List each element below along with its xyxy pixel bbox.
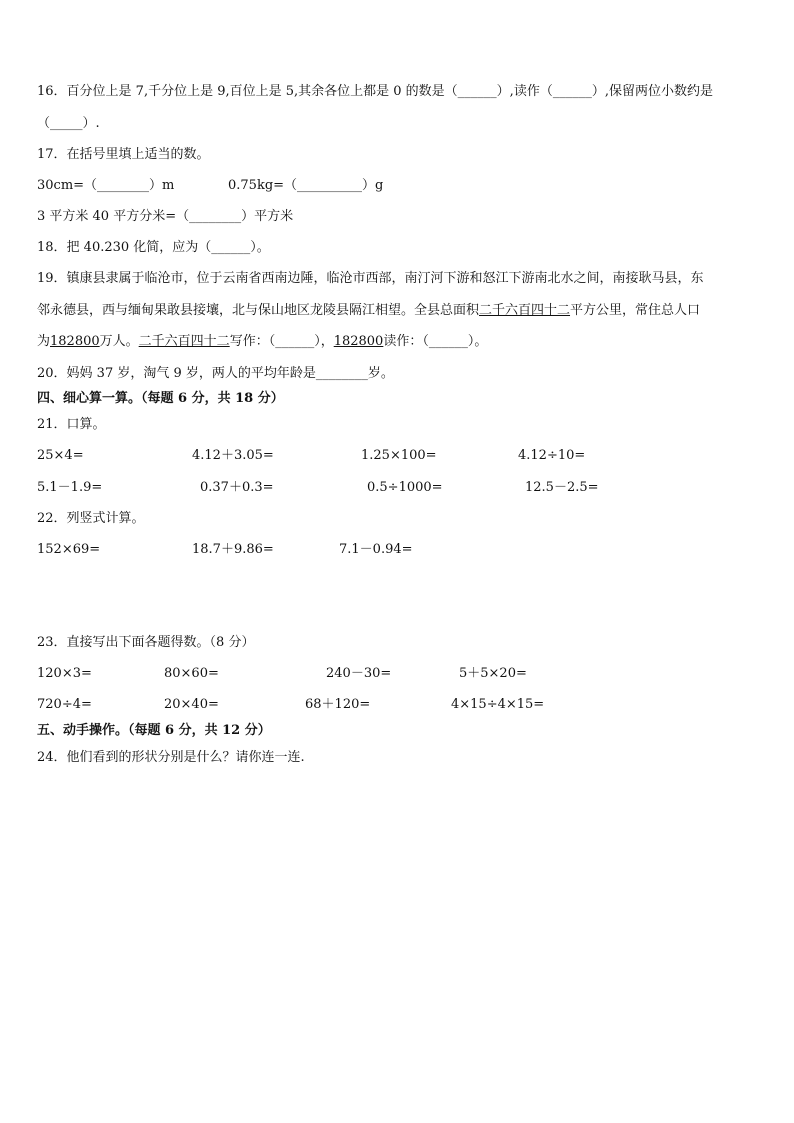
q21-item: 4.12＋3.05=	[192, 448, 274, 463]
q23-item: 720÷4=	[37, 697, 92, 712]
q19-area-underlined-2: 二千六百四十二	[138, 334, 230, 349]
q23-item: 240－30=	[326, 666, 392, 681]
q19-line1: 19．镇康县隶属于临沧市，位于云南省西南边陲，临沧市西部，南汀河下游和怒江下游南北水之间，南接耿马县，东	[37, 271, 704, 286]
q19-area-underlined: 二千六百四十二	[479, 303, 571, 318]
q23-item: 80×60=	[164, 666, 219, 681]
q19-line2-post: 平方公里，常住总人口	[570, 303, 701, 318]
q17-row1-b: 0.75kg=（__________）g	[228, 178, 384, 193]
q22-item: 7.1－0.94=	[339, 542, 413, 557]
section5-title: 五、动手操作。（每题 6 分，共 12 分）	[37, 723, 271, 738]
q16-line1: 16．百分位上是 7,千分位上是 9,百位上是 5,其余各位上都是 0 的数是（______）,读作（______）,保留两位小数约是	[37, 84, 713, 99]
q21-title: 21．口算。	[37, 417, 106, 432]
q19-line3-c: 写作：（______），	[229, 334, 334, 349]
q22-item: 18.7＋9.86=	[192, 542, 274, 557]
q24-text: 24．他们看到的形状分别是什么？请你连一连.	[37, 750, 305, 765]
q21-item: 5.1－1.9=	[37, 480, 103, 495]
q17-title: 17．在括号里填上适当的数。	[37, 147, 210, 162]
q18-text: 18．把 40.230 化简，应为（______）。	[37, 240, 270, 255]
q23-item: 5＋5×20=	[459, 666, 527, 681]
q19-line3-a: 为	[37, 334, 51, 349]
q23-title: 23．直接写出下面各题得数。（8 分）	[37, 635, 255, 650]
q19-population-underlined: 182800	[50, 334, 100, 349]
q23-item: 20×40=	[164, 697, 219, 712]
q19-population-underlined-2: 182800	[333, 334, 384, 349]
q19-line3-d: 读作：（______）。	[383, 334, 488, 349]
q19-line2-pre: 邻永德县，西与缅甸果敢县接壤，北与保山地区龙陵县隔江相望。全县总面积	[37, 303, 480, 318]
q22-title: 22．列竖式计算。	[37, 511, 145, 526]
q17-row2: 3 平方米 40 平方分米=（________）平方米	[37, 209, 294, 224]
section4-title: 四、细心算一算。（每题 6 分，共 18 分）	[37, 391, 284, 406]
q19-line3-b: 万人。	[99, 334, 139, 349]
q23-item: 4×15÷4×15=	[451, 697, 545, 712]
q21-item: 0.5÷1000=	[367, 480, 443, 495]
q21-item: 25×4=	[37, 448, 84, 463]
q21-item: 1.25×100=	[361, 448, 437, 463]
q19-line3	[37, 333, 487, 351]
q20-text: 20．妈妈 37 岁，淘气 9 岁，两人的平均年龄是________岁。	[37, 366, 394, 381]
q22-item: 152×69=	[37, 542, 101, 557]
q17-row1-a: 30cm=（________）m	[37, 178, 175, 193]
q21-item: 0.37＋0.3=	[200, 480, 274, 495]
q21-item: 12.5－2.5=	[525, 480, 599, 495]
q16-line2: （_____）.	[37, 116, 100, 131]
q21-item: 4.12÷10=	[518, 448, 586, 463]
q19-line2	[37, 302, 700, 320]
q23-item: 120×3=	[37, 666, 92, 681]
q23-item: 68＋120=	[305, 697, 371, 712]
